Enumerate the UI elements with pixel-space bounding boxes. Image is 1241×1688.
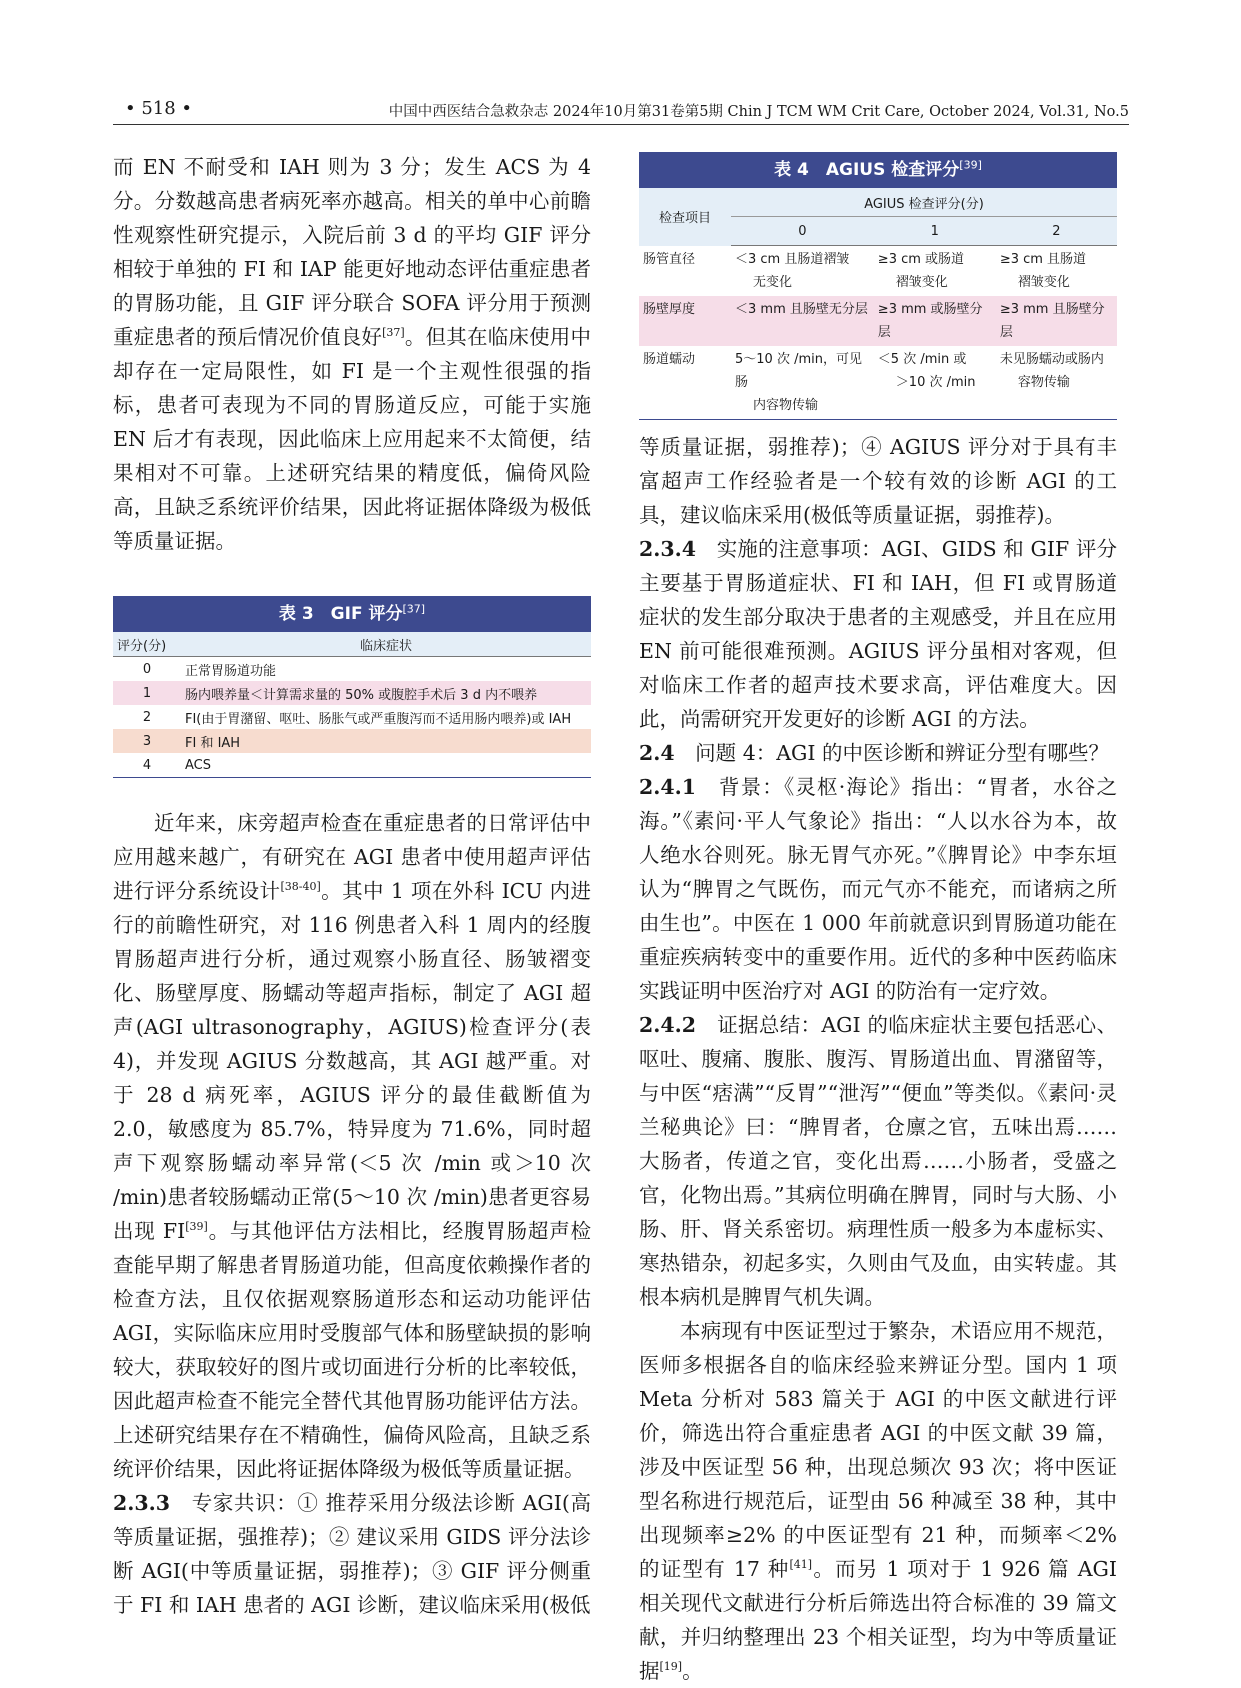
column-header: 0 — [731, 217, 874, 246]
section-2-4-1: 2.4.1 背景：《灵枢·海论》指出：“胃者，水谷之海。”《素问·平人气象论》指出：“人以水谷为本，故人绝水谷则死。脉无胃气亦死。”《脾胃论》中李东垣认为“脾胃之气既伤，而元气亦不能充，而诸病之所由生也”。中医在 1 000 年前就意识到胃肠道功能在重症疾病转变中的重要作用。近代的多种中医药临床实践证明中医治疗对 AGI 的防治有一定疗效。 — [639, 775, 1117, 1003]
journal-title: 中国中西医结合急救杂志 2024年10月第31卷第5期 Chin J TCM WM Crit Care, October 2024, Vol.31, No.5 — [388, 104, 1129, 120]
table-row: 0 正常胃肠道功能 — [142, 661, 277, 679]
paragraph: 本病现有中医证型过于繁杂，术语应用不规范，医师多根据各自的临床经验来辨证分型。国内 1 项 Meta 分析对 583 篇关于 AGI 的中医文献进行评价，筛选出符合重症患者 AGI 的中医文献 39 篇，涉及中医证型 56 种，出现总频次 93 次；将中医证型名称进行规范后，证型由 56 种减至 38 种，其中出现频率≥2% 的中医证型有 21 种，而频率＜2% 的证型有 17 种[41]。而另 1 项对于 1 926 篇 AGI 相关现代文献进行分析后筛选出符合标准的 39 篇文献，并归纳整理出 23 个相关证型，均为中等质量证据[19]。 — [639, 1319, 1117, 1683]
table-row: 肠管直径 ＜3 cm 且肠道褶皱 无变化 ≥3 cm 或肠道 褶皱变化 ≥3 cm 且肠道 褶皱变化 — [643, 251, 1087, 290]
table-caption: 表 3 GIF 评分[37] — [113, 596, 591, 632]
column-header: 检查项目 — [639, 188, 731, 246]
table-caption: 表 4 AGIUS 检查评分[39] — [639, 152, 1117, 188]
column-header: 临床症状 — [359, 638, 412, 654]
section-2-4: 2.4 问题 4：AGI 的中医诊断和辨证分型有哪些？ — [639, 741, 1110, 765]
column-header: 1 — [874, 217, 996, 246]
paragraph: 而 EN 不耐受和 IAH 则为 3 分；发生 ACS 为 4 分。分数越高患者病死率亦越高。相关的单中心前瞻性观察性研究提示，入院后前 3 d 的平均 GIF 评分相较于单独的 FI 和 IAP 能更好地动态评估重症患者的胃肠功能，且 GIF 评分联合 SOFA 评分用于预测重症患者的预后情况价值良好[37]。但其在临床使用中却存在一定局限性，如 FI 是一个主观性很强的指标，患者可表现为不同的胃肠道反应，可能于实施 EN 后才有表现，因此临床上应用起来不太简便，结果相对不可靠。上述研究结果的精度低，偏倚风险高，且缺乏系统评价结果，因此将证据体降级为极低等质量证据。 — [113, 155, 592, 553]
table-row: 2 FI(由于胃潴留、呕吐、肠胀气或严重腹泻而不适用肠内喂养)或 IAH — [142, 709, 572, 727]
section-2-4-2: 2.4.2 证据总结：AGI 的临床症状主要包括恶心、呕吐、腹痛、腹胀、腹泻、胃肠道出血、胃潴留等，与中医“痞满”“反胃”“泄泻”“便血”等类似。《素问·灵兰秘典论》曰：“脾胃者，仓廪之官，五味出焉……大肠者，传道之官，变化出焉……小肠者，受盛之官，化物出焉。”其病位明确在脾胃，同时与大肠、小肠、肝、肾关系密切。病理性质一般多为本虚标实、寒热错杂，初起多实，久则由气及血，由实转虚。其根本病机是脾胃气机失调。 — [639, 1013, 1117, 1309]
table-row: 肠道蠕动 5～10 次 /min，可见肠 内容物传输 ＜5 次 /min 或 ＞10 次 /min 未见肠蠕动或肠内 容物传输 — [639, 346, 1117, 420]
table-row: 1 肠内喂养量＜计算需求量的 50% 或腹腔手术后 3 d 内不喂养 — [113, 681, 591, 705]
column-header: AGIUS 检查评分(分) — [731, 188, 1117, 217]
page-header — [113, 98, 1129, 125]
left-column — [113, 150, 591, 1622]
paragraph: 近年来，床旁超声检查在重症患者的日常评估中应用越来越广，有研究在 AGI 患者中使用超声评估进行评分系统设计[38-40]。其中 1 项在外科 ICU 内进行的前瞻性研究，对 116 例患者入科 1 周内的经腹胃肠超声进行分析，通过观察小肠直径、肠皱褶变化、肠壁厚度、肠蠕动等超声指标，制定了 AGI 超声(AGI ultrasonography，AGIUS)检查评分(表 4)，并发现 AGIUS 分数越高，其 AGI 越严重。对于 28 d 病死率，AGIUS 评分的最佳截断值为 2.0，敏感度为 85.7%，特异度为 71.6%，同时超声下观察肠蠕动率异常(＜5 次 /min 或＞10 次 /min)患者较肠蠕动正常(5～10 次 /min)患者更容易出现 FI[39]。与其他评估方法相比，经腹胃肠超声检查能早期了解患者胃肠道功能，但高度依赖操作者的检查方法，且仅依据观察肠道形态和运动功能评估 AGI，实际临床应用时受腹部气体和肠壁缺损的影响较大，获取较好的图片或切面进行分析的比率较低，因此超声检查不能完全替代其他胃肠功能评估方法。上述研究结果存在不精确性，偏倚风险高，且缺乏系统评价结果，因此将证据体降级为极低等质量证据。 — [113, 811, 592, 1481]
column-header: 2 — [996, 217, 1117, 246]
table-3-gif-score — [113, 596, 591, 778]
table-row: 3 FI 和 IAH — [113, 729, 591, 753]
column-header: 评分(分) — [117, 638, 167, 654]
right-column — [639, 152, 1117, 1688]
table-4-agius-score — [639, 152, 1117, 420]
section-2-3-4: 2.3.4 实施的注意事项：AGI、GIDS 和 GIF 评分主要基于胃肠道症状、FI 和 IAH，但 FI 或胃肠道症状的发生部分取决于患者的主观感受，并且在应用 EN 前可能很难预测。AGIUS 评分虽相对客观，但对临床工作者的超声技术要求高，评估难度大。因此，尚需研究开发更好的诊断 AGI 的方法。 — [639, 537, 1117, 731]
paragraph: 等质量证据，弱推荐)；④ AGIUS 评分对于具有丰富超声工作经验者是一个较有效的诊断 AGI 的工具，建议临床采用(极低等质量证据，弱推荐)。 — [639, 435, 1117, 527]
section-2-3-3: 2.3.3 专家共识：① 推荐采用分级法诊断 AGI(高等质量证据，强推荐)；② 建议采用 GIDS 评分法诊断 AGI(中等质量证据，弱推荐)；③ GIF 评分侧重于 FI 和 IAH 患者的 AGI 诊断，建议临床采用(极低 — [113, 1491, 591, 1617]
table-row: 4 ACS — [113, 753, 591, 778]
page-number: • 518 • — [125, 98, 193, 119]
table-row: 肠壁厚度 ＜3 mm 且肠壁无分层 ≥3 mm 或肠壁分层 ≥3 mm 且肠壁分层 — [639, 296, 1117, 346]
